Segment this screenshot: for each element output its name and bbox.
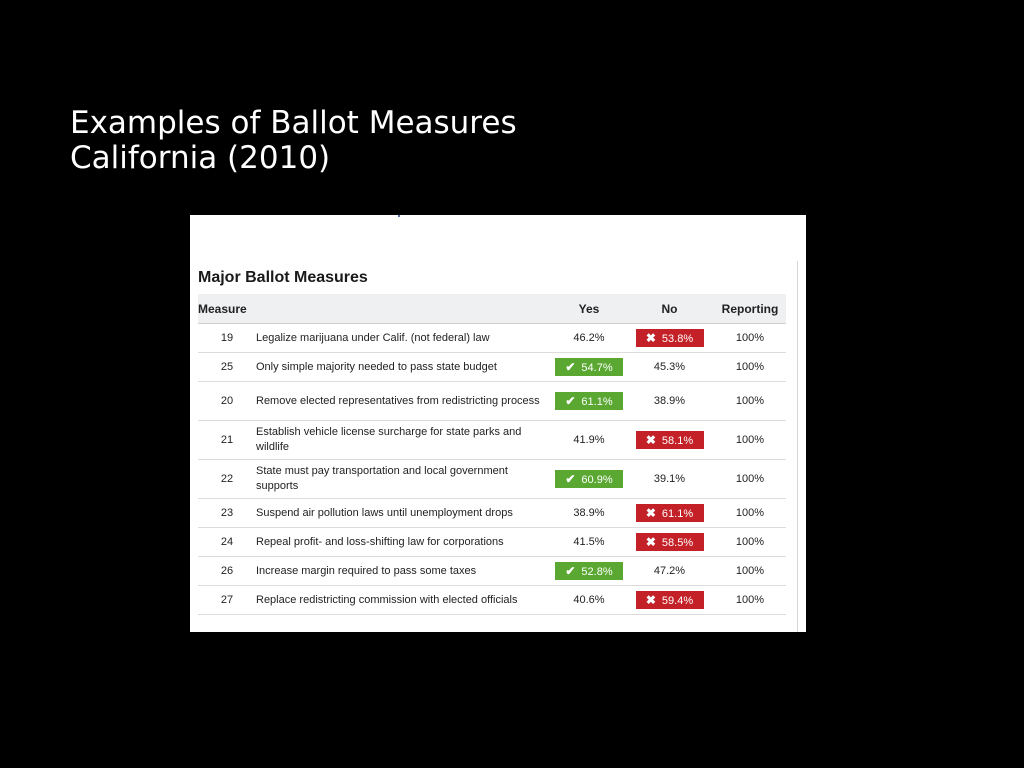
measure-number: 23 xyxy=(198,499,256,528)
yes-percent: 54.7% xyxy=(581,362,613,374)
yes-result-cell xyxy=(553,353,625,382)
yes-result-cell xyxy=(553,324,625,353)
pass-badge xyxy=(555,358,623,376)
yes-result-cell xyxy=(553,528,625,557)
no-result-cell xyxy=(625,586,714,615)
cropped-link-fragment xyxy=(398,215,400,217)
table-row xyxy=(198,528,786,557)
fail-badge xyxy=(636,329,704,347)
table-row xyxy=(198,353,786,382)
panel-title: Major Ballot Measures xyxy=(198,269,368,286)
no-percent: 58.1% xyxy=(661,435,694,447)
yes-percent: 52.8% xyxy=(581,566,613,578)
table-row xyxy=(198,460,786,499)
reporting-percent: 100% xyxy=(714,460,786,499)
no-percent: 58.5% xyxy=(661,537,694,549)
no-result-cell xyxy=(625,499,714,528)
x-icon: ✖ xyxy=(645,331,656,345)
yes-result-cell xyxy=(553,557,625,586)
reporting-column-header: Reporting xyxy=(714,294,786,324)
yes-result-cell xyxy=(553,421,625,460)
slide-title-line-1: Examples of Ballot Measures xyxy=(70,105,517,141)
no-result-cell xyxy=(625,353,714,382)
measure-description: Legalize marijuana under Calif. (not federal) law xyxy=(256,324,553,353)
no-percent: 61.1% xyxy=(661,508,694,520)
table-row xyxy=(198,324,786,353)
measure-number: 20 xyxy=(198,382,256,421)
x-icon: ✖ xyxy=(645,535,656,549)
pass-badge xyxy=(555,470,623,488)
yes-result-cell xyxy=(553,499,625,528)
reporting-percent: 100% xyxy=(714,586,786,615)
no-result-cell xyxy=(625,324,714,353)
x-icon: ✖ xyxy=(645,506,656,520)
table-body xyxy=(198,324,786,615)
fail-badge xyxy=(636,431,704,449)
yes-percent: 41.5% xyxy=(573,536,605,548)
no-result-cell xyxy=(625,528,714,557)
pass-badge xyxy=(555,392,623,410)
reporting-percent: 100% xyxy=(714,324,786,353)
no-result-cell xyxy=(625,421,714,460)
slide-title xyxy=(70,106,517,176)
no-column-header: No xyxy=(625,294,714,324)
no-percent: 39.1% xyxy=(653,473,686,485)
yes-percent: 38.9% xyxy=(573,507,605,519)
measure-description: Remove elected representatives from redistricting process xyxy=(256,382,553,421)
panel-right-divider xyxy=(797,261,798,632)
measure-description: State must pay transportation and local government supports xyxy=(256,460,553,499)
table-row xyxy=(198,586,786,615)
x-icon: ✖ xyxy=(645,593,656,607)
table-row xyxy=(198,499,786,528)
pass-badge xyxy=(555,562,623,580)
no-percent: 53.8% xyxy=(661,333,694,345)
measure-number: 24 xyxy=(198,528,256,557)
measure-description: Increase margin required to pass some taxes xyxy=(256,557,553,586)
measure-column-header: Measure xyxy=(198,294,553,324)
reporting-percent: 100% xyxy=(714,353,786,382)
table-row xyxy=(198,557,786,586)
yes-percent: 61.1% xyxy=(581,396,613,408)
measure-description: Establish vehicle license surcharge for state parks and wildlife xyxy=(256,421,553,460)
slide-title-line-2: California (2010) xyxy=(70,140,331,176)
measure-number: 25 xyxy=(198,353,256,382)
table-header xyxy=(198,294,786,324)
x-icon: ✖ xyxy=(645,433,656,447)
ballot-measures-table xyxy=(198,294,786,615)
no-percent: 45.3% xyxy=(653,361,686,373)
no-percent: 38.9% xyxy=(653,395,686,407)
no-percent: 59.4% xyxy=(661,595,694,607)
reporting-percent: 100% xyxy=(714,528,786,557)
no-result-cell xyxy=(625,382,714,421)
yes-percent: 60.9% xyxy=(581,474,613,486)
measure-number: 21 xyxy=(198,421,256,460)
check-icon: ✔ xyxy=(565,472,576,486)
measure-number: 27 xyxy=(198,586,256,615)
measure-description: Replace redistricting commission with elected officials xyxy=(256,586,553,615)
reporting-percent: 100% xyxy=(714,382,786,421)
measure-description: Suspend air pollution laws until unemployment drops xyxy=(256,499,553,528)
fail-badge xyxy=(636,591,704,609)
reporting-percent: 100% xyxy=(714,557,786,586)
no-result-cell xyxy=(625,557,714,586)
measure-description: Only simple majority needed to pass state budget xyxy=(256,353,553,382)
check-icon: ✔ xyxy=(565,360,576,374)
yes-percent: 41.9% xyxy=(573,434,605,446)
yes-percent: 40.6% xyxy=(573,594,605,606)
measure-number: 22 xyxy=(198,460,256,499)
table-row xyxy=(198,421,786,460)
yes-column-header: Yes xyxy=(553,294,625,324)
table-row xyxy=(198,382,786,421)
fail-badge xyxy=(636,504,704,522)
measure-number: 26 xyxy=(198,557,256,586)
yes-result-cell xyxy=(553,586,625,615)
check-icon: ✔ xyxy=(565,564,576,578)
measure-number: 19 xyxy=(198,324,256,353)
no-result-cell xyxy=(625,460,714,499)
fail-badge xyxy=(636,533,704,551)
yes-percent: 46.2% xyxy=(573,332,605,344)
reporting-percent: 100% xyxy=(714,499,786,528)
measure-description: Repeal profit- and loss-shifting law for corporations xyxy=(256,528,553,557)
ballot-measures-panel xyxy=(190,215,806,632)
header-row xyxy=(198,294,786,324)
check-icon: ✔ xyxy=(565,394,576,408)
no-percent: 47.2% xyxy=(653,565,686,577)
reporting-percent: 100% xyxy=(714,421,786,460)
yes-result-cell xyxy=(553,460,625,499)
yes-result-cell xyxy=(553,382,625,421)
